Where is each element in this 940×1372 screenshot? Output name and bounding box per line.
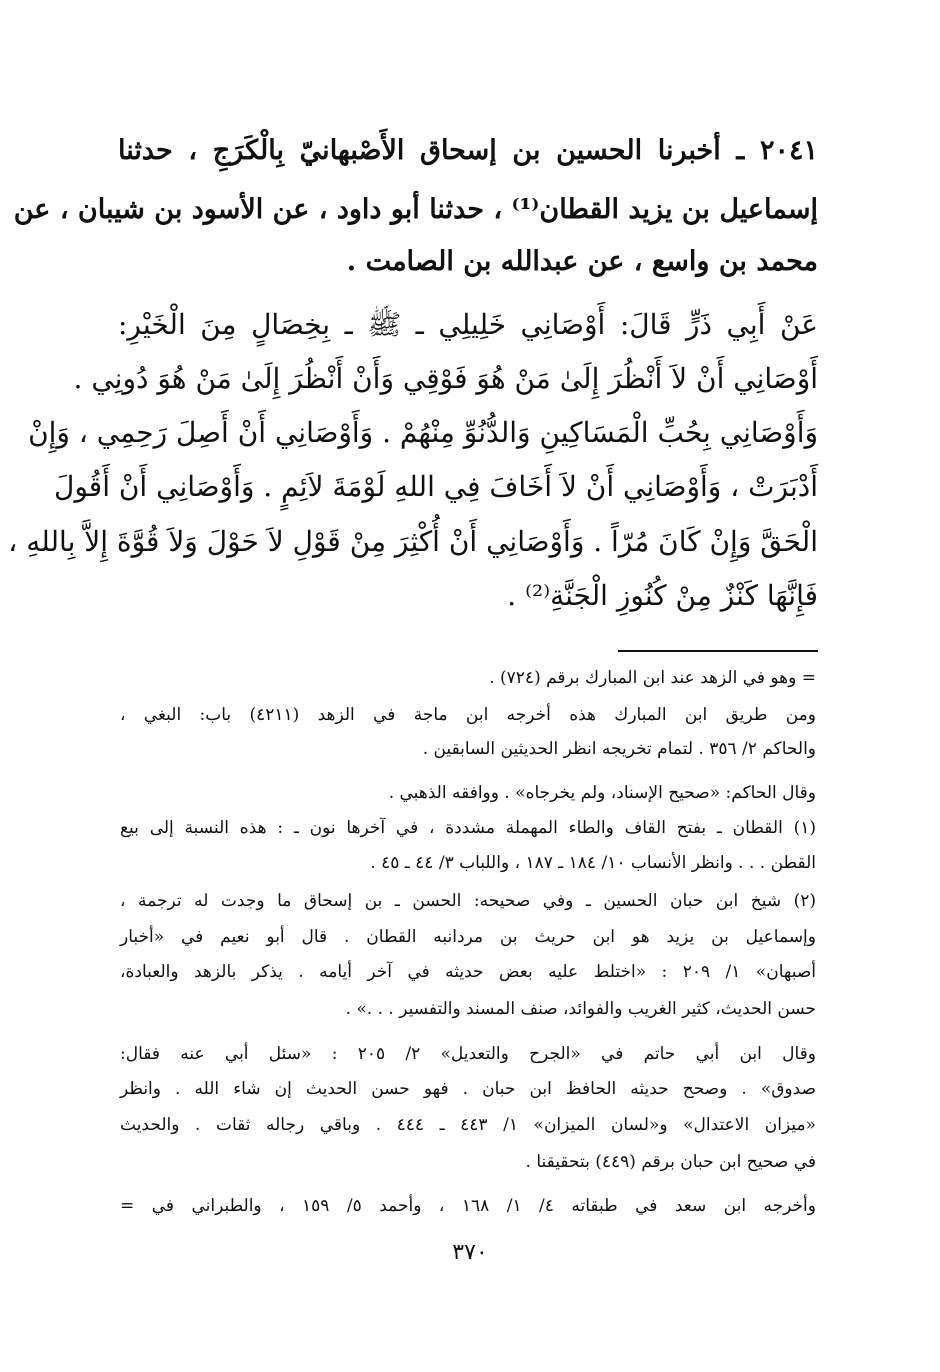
page-number: ٣٧٠ — [452, 1240, 488, 1265]
hadith-text-line-6: فَإِنَّهَا كَنْزٌ مِنْ كُنُوزِ الْجَنَّةِ⁽²⁾ . — [507, 579, 818, 612]
hadith-text-line-5: الْحَقَّ وَإِنْ كَانَ مُرّاً . وَأَوْصَانِي أَنْ أُكْثِرَ مِنْ قَوْلِ لاَ حَوْلَ وَلاَ قُوَّةَ إِلاَّ بِاللهِ ، — [8, 525, 818, 558]
footnote-line-2: ومن طريق ابن المبارك هذه أخرجه ابن ماجة في الزهد (٤٢١١) باب: البغي ، — [120, 705, 816, 725]
main-text-line-3: محمد بن واسع ، عن عبدالله بن الصامت . — [346, 246, 818, 277]
footnote-2-line-9: وأخرجه ابن سعد في طبقاته ٤/ ١/ ١٦٨ ، وأحمد ٥/ ١٥٩ ، والطبراني في = — [120, 1196, 816, 1216]
footnote-2-line-8: في صحيح ابن حبان برقم (٤٤٩) بتحقيقنا . — [525, 1152, 816, 1172]
hadith-text-line-2: أَوْصَانِي أَنْ لاَ أَنْظُرَ إِلَىٰ مَنْ هُوَ فَوْقِي وَأَنْ أَنْظُرَ إِلَىٰ مَنْ هُوَ دُونِي . — [73, 362, 818, 395]
main-text-line-2: إسماعيل بن يزيد القطان⁽¹⁾ ، حدثنا أبو داود ، عن الأسود بن شيبان ، عن — [13, 194, 818, 225]
footnote-1-line-1: (١) القطان ـ بفتح القاف والطاء المهملة مشددة ، في آخرها نون ـ : هذه النسبة إلى بيع — [120, 818, 816, 838]
hadith-text-line-3: وَأَوْصَانِي بِحُبِّ الْمَسَاكِينِ وَالدُّنُوِّ مِنْهُمْ . وَأَوْصَانِي أَنْ أَصِلَ رَحِمِي ، وَإِنْ — [28, 416, 818, 449]
footnote-2-line-1: (٢) شيخ ابن حبان الحسين ـ وفي صحيحه: الحسن ـ بن إسحاق ما وجدت له ترجمة ، — [120, 891, 816, 911]
footnote-line-4: وقال الحاكم: «صحيح الإسناد، ولم يخرجاه» . ووافقه الذهبي . — [388, 783, 816, 803]
footnote-2-line-2: وإسماعيل بن يزيد هو ابن حريث بن مردانبه القطان . قال أبو نعيم في «أخبار — [120, 927, 816, 947]
footnote-2-line-5: وقال ابن أبي حاتم في «الجرح والتعديل» ٢/ ٢٠٥ : «سئل أبي عنه فقال: — [120, 1044, 816, 1064]
footnote-1-line-2: القطن . . . وانظر الأنساب ١٠/ ١٨٤ ـ ١٨٧ ، واللباب ٣/ ٤٤ ـ ٤٥ . — [370, 853, 816, 873]
footnote-line-3: والحاكم ٢/ ٣٥٦ . لتمام تخريجه انظر الحديثين السابقين . — [422, 739, 816, 759]
footnote-2-line-4: حسن الحديث، كثير الغريب والفوائد، صنف المسند والتفسير . . .» . — [345, 999, 816, 1019]
hadith-text-line-4: أَدْبَرَتْ ، وَأَوْصَانِي أَنْ لاَ أَخَافَ فِي اللهِ لَوْمَةَ لاَئِمٍ . وَأَوْصَانِي أَنْ أَقُولَ — [54, 470, 818, 503]
footnote-separator — [618, 650, 818, 652]
footnote-2-line-6: صدوق» . وصحح حديثه الحافظ ابن حبان . فهو حسن الحديث إن شاء الله . وانظر — [120, 1079, 816, 1099]
footnote-line-1: = وهو في الزهد عند ابن المبارك برقم (٧٢٤) . — [489, 668, 816, 688]
hadith-text-line-1: عَنْ أَبِي ذَرٍّ قَالَ: أَوْصَانِي خَلِيلِي ـ ﷺ ـ بِخِصَالٍ مِنَ الْخَيْرِ: — [118, 308, 818, 341]
footnote-2-line-3: أصبهان» ١/ ٢٠٩ : «اختلط عليه بعض حديثه في آخر أيامه . يذكر بالزهد والعبادة، — [120, 962, 816, 982]
footnote-2-line-7: «ميزان الاعتدال» و«لسان الميزان» ١/ ٤٤٣ ـ ٤٤٤ . وباقي رجاله ثقات . والحديث — [120, 1115, 816, 1135]
main-text-line-1: ٢٠٤١ ـ أخبرنا الحسين بن إسحاق الأَصْبهانيّ بِالْكَرَجِ ، حدثنا — [118, 135, 819, 166]
